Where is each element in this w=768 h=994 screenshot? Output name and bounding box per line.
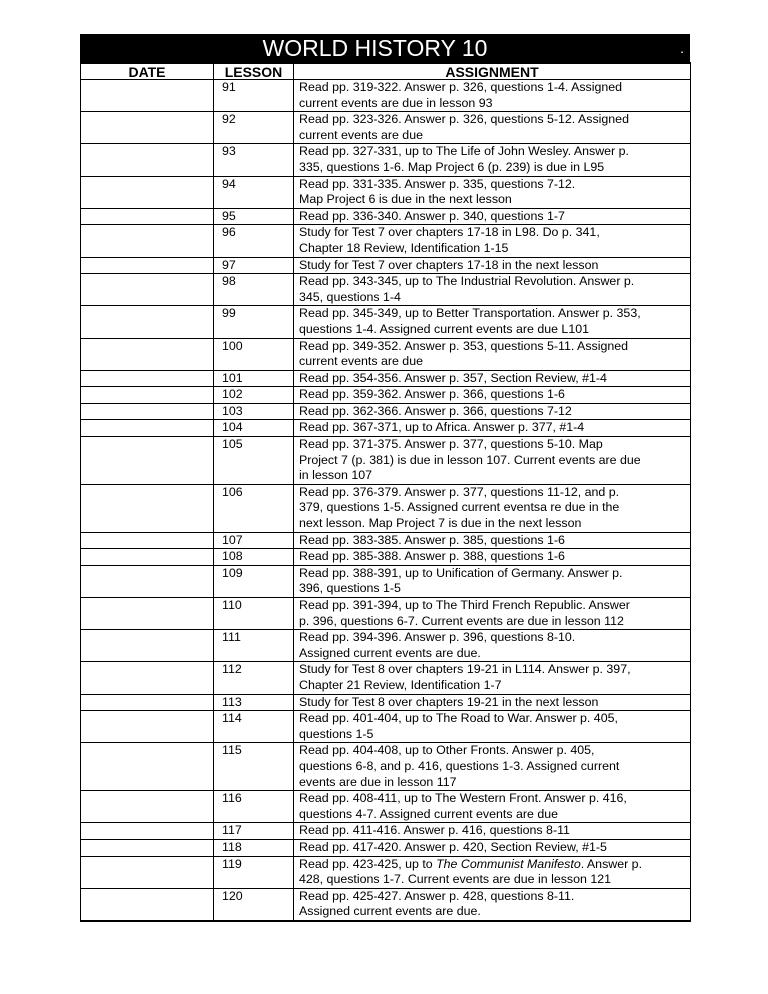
date-cell: [81, 387, 214, 404]
date-cell: [81, 565, 214, 597]
assignment-line: [299, 857, 690, 873]
table-row: [81, 112, 691, 144]
assignment-cell: [294, 225, 691, 257]
assignment-line: questions 4-7. Assigned current events are due: [299, 806, 558, 821]
table-row: [81, 370, 691, 387]
assignment-cell: [294, 839, 691, 856]
assignment-cell: [294, 630, 691, 662]
lesson-cell: 91: [214, 80, 294, 112]
date-cell: [81, 823, 214, 840]
lesson-cell: 111: [214, 630, 294, 662]
table-row: [81, 711, 691, 743]
assignment-line: Read pp. 359-362. Answer p. 366, questions 1-6: [299, 387, 565, 402]
assignment-cell: [294, 370, 691, 387]
lesson-cell: 97: [214, 257, 294, 274]
assignment-cell: [294, 208, 691, 225]
table-row: [81, 791, 691, 823]
assignment-line: next lesson. Map Project 7 is due in the next lesson: [299, 516, 582, 531]
assignment-line: Read pp. 319-322. Answer p. 326, questions 1-4. Assigned: [299, 80, 623, 94]
assignment-line: 345, questions 1-4: [299, 289, 401, 304]
assignment-cell: [294, 598, 691, 630]
assignment-cell: [294, 856, 691, 888]
assignment-cell: [294, 791, 691, 823]
assignment-line: questions 1-4. Assigned current events are due L101: [299, 321, 589, 336]
assignment-cell: [294, 565, 691, 597]
assignment-cell: [294, 662, 691, 694]
date-cell: [81, 370, 214, 387]
date-cell: [81, 306, 214, 338]
assignment-line: Read pp. 349-352. Answer p. 353, questions 5-11. Assigned: [299, 338, 629, 353]
table-row: [81, 565, 691, 597]
date-cell: [81, 420, 214, 437]
lesson-cell: 116: [214, 791, 294, 823]
date-cell: [81, 532, 214, 549]
assignment-cell: [294, 823, 691, 840]
table-row: [81, 888, 691, 921]
date-cell: [81, 176, 214, 208]
date-cell: [81, 549, 214, 566]
assignment-cell: [294, 743, 691, 791]
lesson-cell: 100: [214, 338, 294, 370]
lesson-cell: 110: [214, 598, 294, 630]
lesson-cell: 102: [214, 387, 294, 404]
table-row: [81, 306, 691, 338]
table-row: [81, 176, 691, 208]
date-cell: [81, 743, 214, 791]
title-bar: [80, 34, 690, 62]
date-cell: [81, 257, 214, 274]
table-row: [81, 144, 691, 176]
assignment-cell: [294, 338, 691, 370]
date-cell: [81, 598, 214, 630]
assignment-cell: [294, 403, 691, 420]
column-header-lesson: LESSON: [214, 63, 294, 80]
assignment-text: Read pp. 423-425, up to: [299, 856, 437, 871]
assignment-cell: [294, 420, 691, 437]
assignment-line: Study for Test 8 over chapters 19-21 in L114. Answer p. 397,: [299, 662, 631, 677]
assignment-line: Read pp. 345-349, up to Better Transportation. Answer p. 353,: [299, 306, 641, 321]
table-row: [81, 437, 691, 485]
table-body: [81, 80, 691, 921]
date-cell: [81, 338, 214, 370]
lesson-cell: 117: [214, 823, 294, 840]
lesson-cell: 107: [214, 532, 294, 549]
table-row: [81, 743, 691, 791]
date-cell: [81, 856, 214, 888]
assignment-line: Chapter 18 Review, Identification 1-15: [299, 240, 509, 255]
lesson-cell: 93: [214, 144, 294, 176]
lesson-cell: 101: [214, 370, 294, 387]
assignment-line: p. 396, questions 6-7. Current events are due in lesson 112: [299, 613, 624, 628]
lesson-cell: 98: [214, 274, 294, 306]
date-cell: [81, 274, 214, 306]
lesson-cell: 115: [214, 743, 294, 791]
date-cell: [81, 144, 214, 176]
table-row: [81, 225, 691, 257]
assignment-line: Read pp. 367-371, up to Africa. Answer p. 377, #1-4: [299, 420, 585, 435]
date-cell: [81, 437, 214, 485]
assignment-line: Read pp. 327-331, up to The Life of John Wesley. Answer p.: [299, 144, 629, 159]
lesson-cell: 120: [214, 888, 294, 921]
assignment-line: current events are due: [299, 354, 423, 369]
page-title: WORLD HISTORY 10: [262, 35, 488, 61]
table-row: [81, 856, 691, 888]
assignment-line: questions 1-5: [299, 726, 374, 741]
table-row: [81, 387, 691, 404]
lesson-cell: 104: [214, 420, 294, 437]
assignment-line: Chapter 21 Review, Identification 1-7: [299, 677, 502, 692]
assignment-line: Read pp. 336-340. Answer p. 340, questions 1-7: [299, 208, 565, 223]
assignment-line: events are due in lesson 117: [299, 774, 457, 789]
assignment-text: . Answer p.: [580, 856, 643, 871]
assignment-line: Read pp. 383-385. Answer p. 385, questions 1-6: [299, 532, 565, 547]
assignment-table: [80, 62, 691, 922]
table-row: [81, 549, 691, 566]
table-row: [81, 80, 691, 112]
assignment-line: Project 7 (p. 381) is due in lesson 107. Current events are due: [299, 452, 641, 467]
lesson-cell: 94: [214, 176, 294, 208]
assignment-cell: [294, 694, 691, 711]
table-row: [81, 257, 691, 274]
assignment-line: current events are due: [299, 127, 423, 142]
italic-title-text: The Communist Manifesto: [436, 856, 581, 871]
date-cell: [81, 403, 214, 420]
lesson-cell: 109: [214, 565, 294, 597]
lesson-cell: 92: [214, 112, 294, 144]
assignment-line: in lesson 107: [299, 468, 373, 483]
assignment-line: Read pp. 331-335. Answer p. 335, questions 7-12.: [299, 176, 576, 191]
assignment-cell: [294, 888, 691, 921]
lesson-cell: 106: [214, 484, 294, 532]
assignment-cell: [294, 80, 691, 112]
table-row: [81, 403, 691, 420]
assignment-line: Read pp. 425-427. Answer p. 428, questions 8-11.: [299, 888, 575, 903]
lesson-cell: 114: [214, 711, 294, 743]
assignment-line: Map Project 6 is due in the next lesson: [299, 192, 512, 207]
table-row: [81, 484, 691, 532]
assignment-line: Read pp. 354-356. Answer p. 357, Section Review, #1-4: [299, 370, 607, 385]
assignment-line: Read pp. 411-416. Answer p. 416, questions 8-11: [299, 823, 570, 838]
date-cell: [81, 630, 214, 662]
date-cell: [81, 208, 214, 225]
table-row: [81, 823, 691, 840]
assignment-cell: [294, 387, 691, 404]
date-cell: [81, 225, 214, 257]
assignment-cell: [294, 532, 691, 549]
assignment-line: [299, 872, 690, 888]
table-row: [81, 420, 691, 437]
assignment-line: 335, questions 1-6. Map Project 6 (p. 239) is due in L95: [299, 159, 605, 174]
assignment-line: Read pp. 388-391, up to Unification of Germany. Answer p.: [299, 565, 623, 580]
assignment-cell: [294, 257, 691, 274]
table-row: [81, 338, 691, 370]
assignment-line: Read pp. 323-326. Answer p. 326, questions 5-12. Assigned: [299, 112, 629, 127]
lesson-cell: 105: [214, 437, 294, 485]
date-cell: [81, 791, 214, 823]
assignment-line: Read pp. 371-375. Answer p. 377, questions 5-10. Map: [299, 437, 603, 452]
lesson-cell: 95: [214, 208, 294, 225]
lesson-cell: 108: [214, 549, 294, 566]
assignment-cell: [294, 176, 691, 208]
table-row: [81, 694, 691, 711]
assignment-line: Read pp. 385-388. Answer p. 388, questions 1-6: [299, 549, 565, 564]
assignment-line: Read pp. 362-366. Answer p. 366, questions 7-12: [299, 403, 572, 418]
date-cell: [81, 80, 214, 112]
table-row: [81, 662, 691, 694]
table-header-row: [81, 63, 691, 80]
table-row: [81, 630, 691, 662]
assignment-line: Read pp. 343-345, up to The Industrial Revolution. Answer p.: [299, 274, 635, 289]
assignment-line: questions 6-8, and p. 416, questions 1-3. Assigned current: [299, 758, 620, 773]
assignment-line: Read pp. 394-396. Answer p. 396, questions 8-10.: [299, 630, 576, 645]
date-cell: [81, 112, 214, 144]
lesson-cell: 119: [214, 856, 294, 888]
lesson-cell: 96: [214, 225, 294, 257]
date-cell: [81, 711, 214, 743]
assignment-cell: [294, 549, 691, 566]
assignment-line: current events are due in lesson 93: [299, 95, 493, 110]
assignment-cell: [294, 306, 691, 338]
assignment-text: 428, questions 1-7. Current events are due in lesson 121: [299, 872, 612, 887]
assignment-line: Read pp. 401-404, up to The Road to War. Answer p. 405,: [299, 711, 618, 726]
assignment-cell: [294, 484, 691, 532]
assignment-cell: [294, 112, 691, 144]
assignment-line: Study for Test 7 over chapters 17-18 in the next lesson: [299, 257, 599, 272]
schedule-sheet: [80, 34, 690, 922]
assignment-line: Read pp. 404-408, up to Other Fronts. Answer p. 405,: [299, 743, 595, 758]
table-row: [81, 598, 691, 630]
assignment-line: Assigned current events are due.: [299, 645, 481, 660]
lesson-cell: 112: [214, 662, 294, 694]
assignment-line: Assigned current events are due.: [299, 904, 481, 919]
table-row: [81, 208, 691, 225]
assignment-cell: [294, 711, 691, 743]
assignment-line: Read pp. 408-411, up to The Western Front. Answer p. 416,: [299, 791, 627, 806]
assignment-line: Study for Test 7 over chapters 17-18 in L98. Do p. 341,: [299, 225, 600, 240]
assignment-cell: [294, 144, 691, 176]
assignment-cell: [294, 274, 691, 306]
table-row: [81, 839, 691, 856]
lesson-cell: 113: [214, 694, 294, 711]
assignment-line: 379, questions 1-5. Assigned current eventsa re due in the: [299, 500, 620, 515]
lesson-cell: 99: [214, 306, 294, 338]
assignment-cell: [294, 437, 691, 485]
date-cell: [81, 662, 214, 694]
date-cell: [81, 694, 214, 711]
lesson-cell: 118: [214, 839, 294, 856]
table-row: [81, 532, 691, 549]
date-cell: [81, 484, 214, 532]
date-cell: [81, 888, 214, 921]
table-row: [81, 274, 691, 306]
title-trailing-mark: .: [680, 40, 684, 56]
assignment-line: Read pp. 391-394, up to The Third French Republic. Answer: [299, 598, 630, 612]
date-cell: [81, 839, 214, 856]
lesson-cell: 103: [214, 403, 294, 420]
assignment-line: Read pp. 417-420. Answer p. 420, Section Review, #1-5: [299, 839, 607, 854]
assignment-line: 396, questions 1-5: [299, 581, 401, 596]
column-header-date: DATE: [81, 63, 214, 80]
column-header-assignment: ASSIGNMENT: [294, 63, 691, 80]
assignment-line: Study for Test 8 over chapters 19-21 in the next lesson: [299, 694, 599, 709]
assignment-line: Read pp. 376-379. Answer p. 377, questions 11-12, and p.: [299, 484, 620, 499]
